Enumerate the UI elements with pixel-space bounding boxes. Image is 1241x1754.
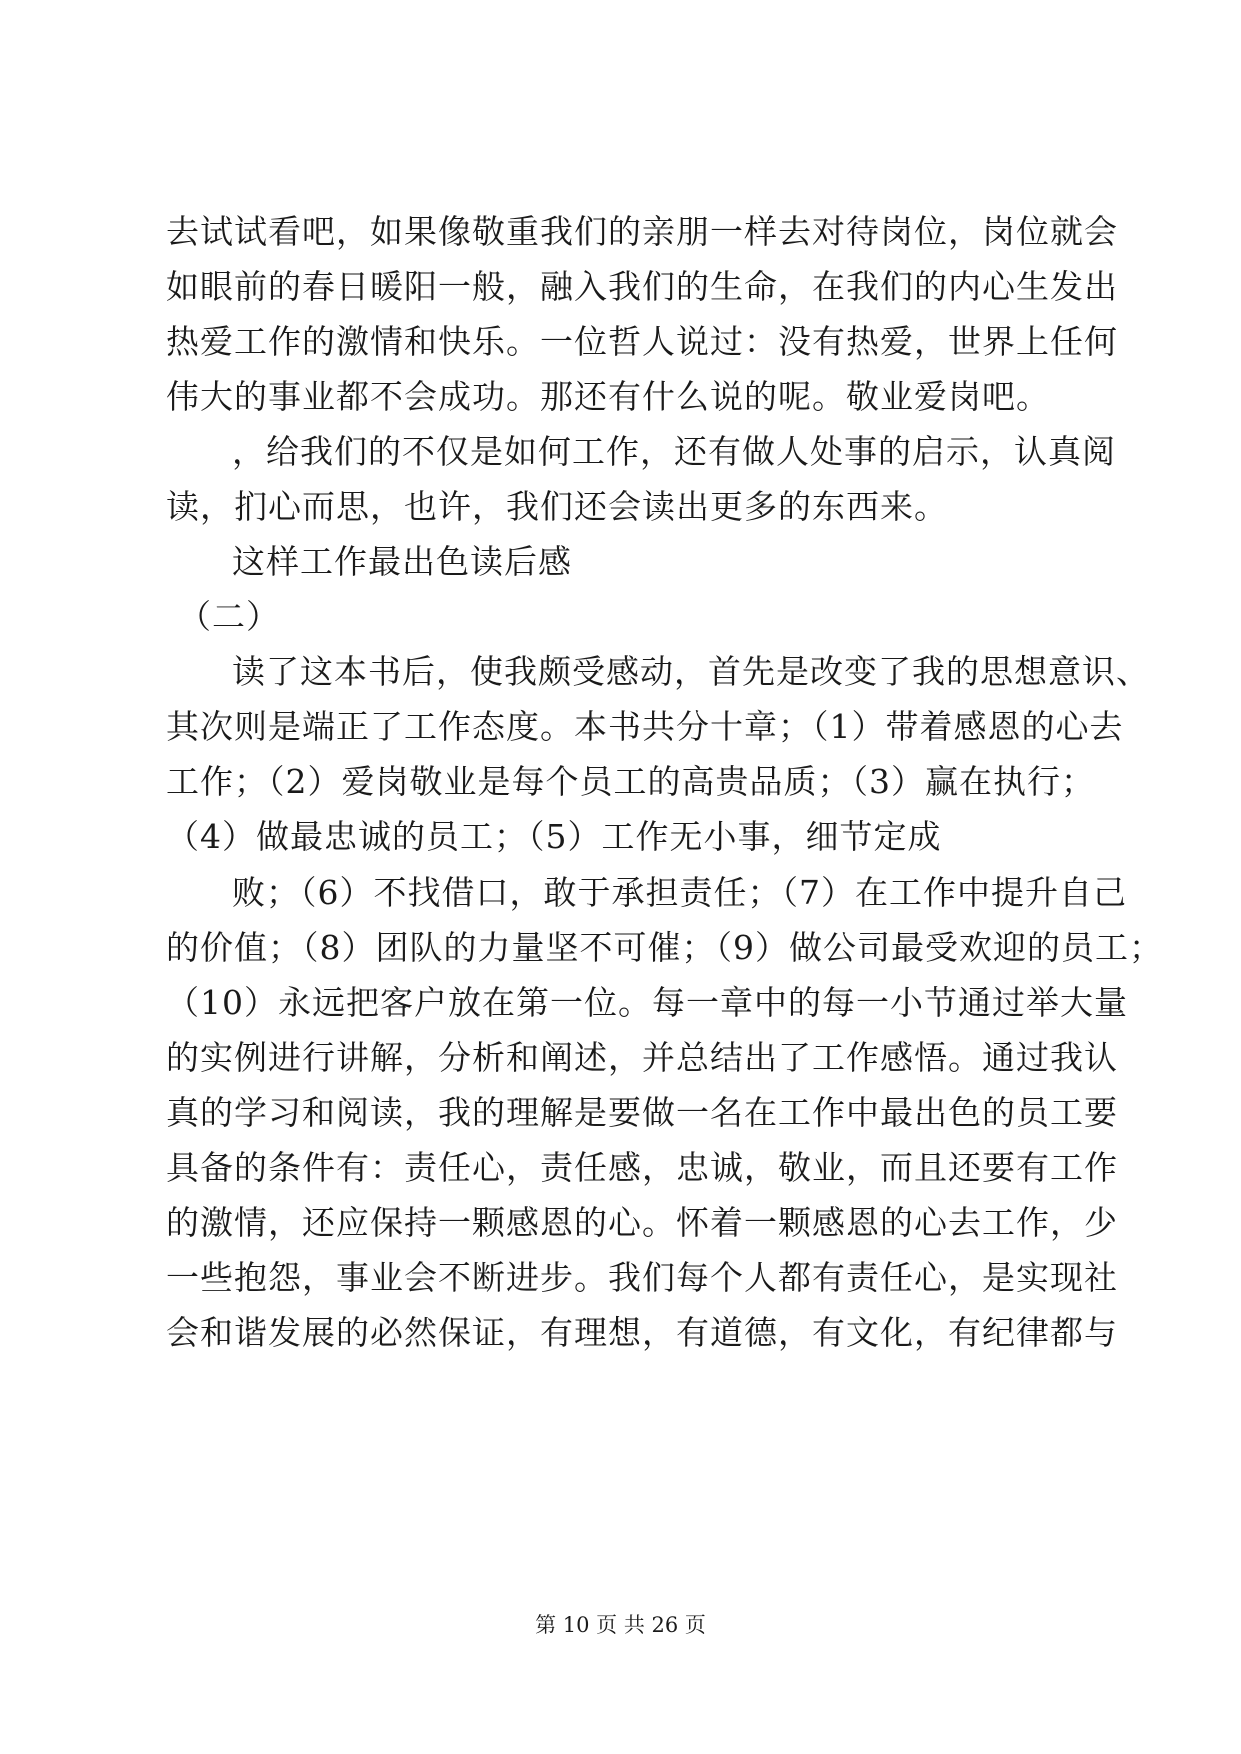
text-line: 败；（6）不找借口，敢于承担责任；（7）在工作中提升自己 [232, 873, 1127, 912]
text-line: 其次则是端正了工作态度。本书共分十章；（1）带着感恩的心去 [166, 707, 1124, 746]
text-line: 的实例进行讲解，分析和阐述，并总结出了工作感悟。通过我认 [166, 1038, 1118, 1077]
page-footer: 第 10 页 共 26 页 [535, 1613, 706, 1637]
text-line: 如眼前的春日暖阳一般，融入我们的生命，在我们的内心生发出 [166, 267, 1118, 306]
text-line: ，给我们的不仅是如何工作，还有做人处事的启示，认真阅 [232, 432, 1116, 471]
text-line: 的激情，还应保持一颗感恩的心。怀着一颗感恩的心去工作，少 [166, 1203, 1118, 1242]
text-line: 工作；（2）爱岗敬业是每个员工的高贵品质；（3）赢在执行； [166, 762, 1095, 801]
text-line: 一些抱怨，事业会不断进步。我们每个人都有责任心，是实现社 [166, 1258, 1118, 1297]
text-line: 的价值；（8）团队的力量坚不可催；（9）做公司最受欢迎的员工； [166, 928, 1163, 967]
text-line: 读，扪心而思，也许，我们还会读出更多的东西来。 [166, 487, 948, 526]
text-line: （4）做最忠诚的员工；（5）工作无小事，细节定成 [166, 817, 942, 856]
text-line: 伟大的事业都不会成功。那还有什么说的呢。敬业爱岗吧。 [166, 377, 1050, 416]
text-line: 去试试看吧，如果像敬重我们的亲朋一样去对待岗位，岗位就会 [166, 212, 1118, 251]
text-line: 读了这本书后，使我颇受感动，首先是改变了我的思想意识、 [232, 652, 1150, 691]
section-number: （二） [178, 597, 280, 636]
text-line: （10）永远把客户放在第一位。每一章中的每一小节通过举大量 [166, 983, 1128, 1022]
text-line: 具备的条件有：责任心，责任感，忠诚，敬业，而且还要有工作 [166, 1148, 1118, 1187]
text-line: 会和谐发展的必然保证，有理想，有道德，有文化，有纪律都与 [166, 1313, 1118, 1352]
text-line: 热爱工作的激情和快乐。一位哲人说过：没有热爱，世界上任何 [166, 322, 1118, 361]
section-title: 这样工作最出色读后感 [232, 542, 572, 581]
text-line: 真的学习和阅读，我的理解是要做一名在工作中最出色的员工要 [166, 1093, 1118, 1132]
